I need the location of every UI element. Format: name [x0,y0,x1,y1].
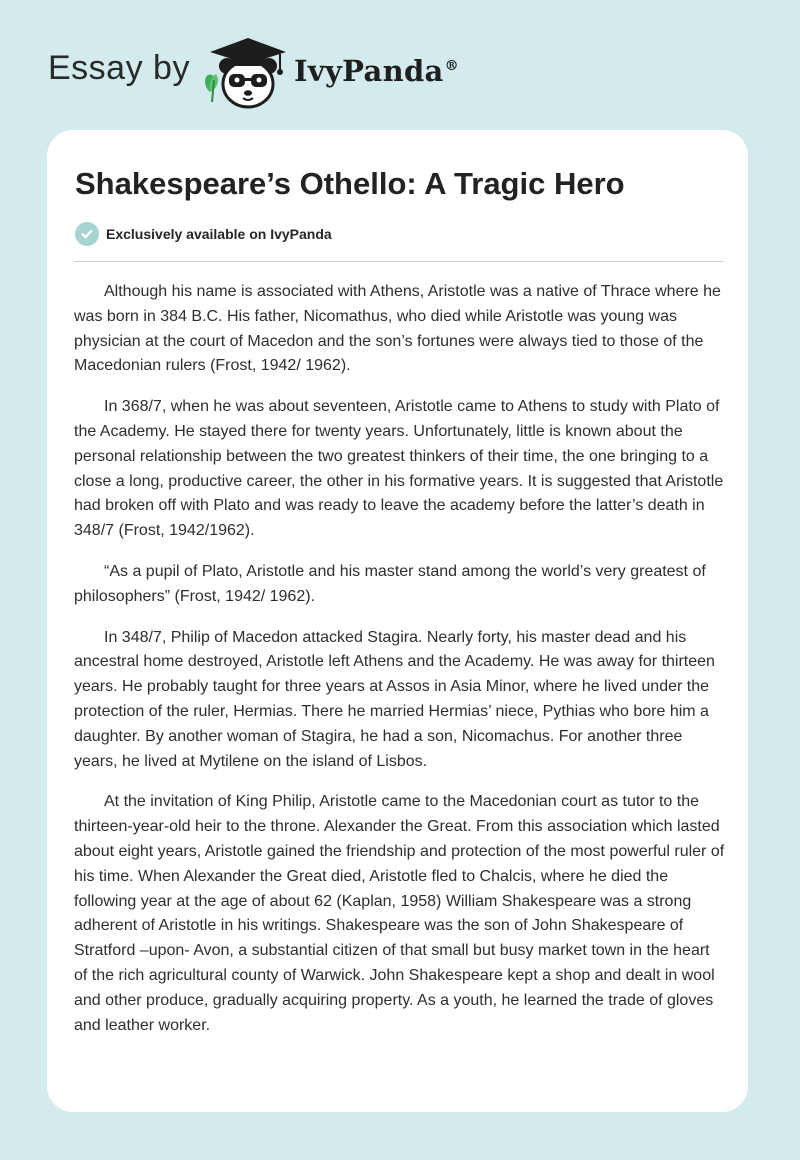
essay-body [74,280,726,1054]
essay-by-label: Essay by [48,49,190,87]
paragraph: “As a pupil of Plato, Aristotle and his master stand among the world’s very greatest of philosophers” (Frost, 1942/ 1962). [74,562,706,605]
registered-mark: ® [444,58,459,75]
paragraph: In 368/7, when he was about seventeen, Aristotle came to Athens to study with Plato of the Academy. He stayed there for twenty years. Unfortunately, little is known about the personal relationship between the two greatest thinkers of their time, the one bringing to a close a long, productive career, the other in his formative years. It is suggested that Aristotle had broken off with Plato and was ready to leave the academy before the latter’s death in 348/7 (Frost, 1942/1962). [74,398,724,540]
check-icon [75,222,99,246]
exclusive-badge [75,222,332,246]
brand-name-text: IvyPanda [294,54,444,88]
title-divider [74,261,724,262]
site-header [0,0,800,130]
paragraph: In 348/7, Philip of Macedon attacked Stagira. Nearly forty, his master dead and his ancestral home destroyed, Aristotle left Athens and the Academy. He was away for thirteen years. He probably taught for three years at Assos in Asia Minor, where he lived under the protection of the ruler, Hermias. There he married Hermias’ niece, Pythias who bore him a daughter. By another woman of Stagira, he had a son, Nicomachus. For another three years, he lived at Mytilene on the island of Lisbos. [74,628,715,770]
brand-name[interactable] [294,54,459,88]
essay-card [47,130,748,1112]
paragraph: Although his name is associated with Athens, Aristotle was a native of Thrace where he was born in 384 B.C. His father, Nicomathus, who died while Aristotle was young was physician at the court of Macedon and the son’s fortunes were always tied to those of the Macedonian rulers (Frost, 1942/ 1962). [74,283,721,375]
paragraph: At the invitation of King Philip, Aristotle came to the Macedonian court as tutor to the thirteen-year-old heir to the throne. Alexander the Great. From this association which lasted about eight years, Aristotle gained the friendship and protection of the most powerful ruler of his time. When Alexander the Great died, Aristotle fled to Chalcis, where he died the following year at the age of about 62 (Kaplan, 1958) William Shakespeare was a strong adherent of Aristotle in his writings. Shakespeare was the son of John Shakespeare of Stratford –upon- Avon, a substantial citizen of that small but busy market town in the heart of the rich agricultural county of Warwick. John Shakespeare kept a shop and dealt in wool and other produce, gradually acquiring property. As a youth, he learned the trade of gloves and leather worker. [74,793,725,1034]
essay-title: Shakespeare’s Othello: A Tragic Hero [75,166,625,201]
exclusive-label: Exclusively available on IvyPanda [106,226,332,242]
panda-logo-icon[interactable] [200,30,292,112]
